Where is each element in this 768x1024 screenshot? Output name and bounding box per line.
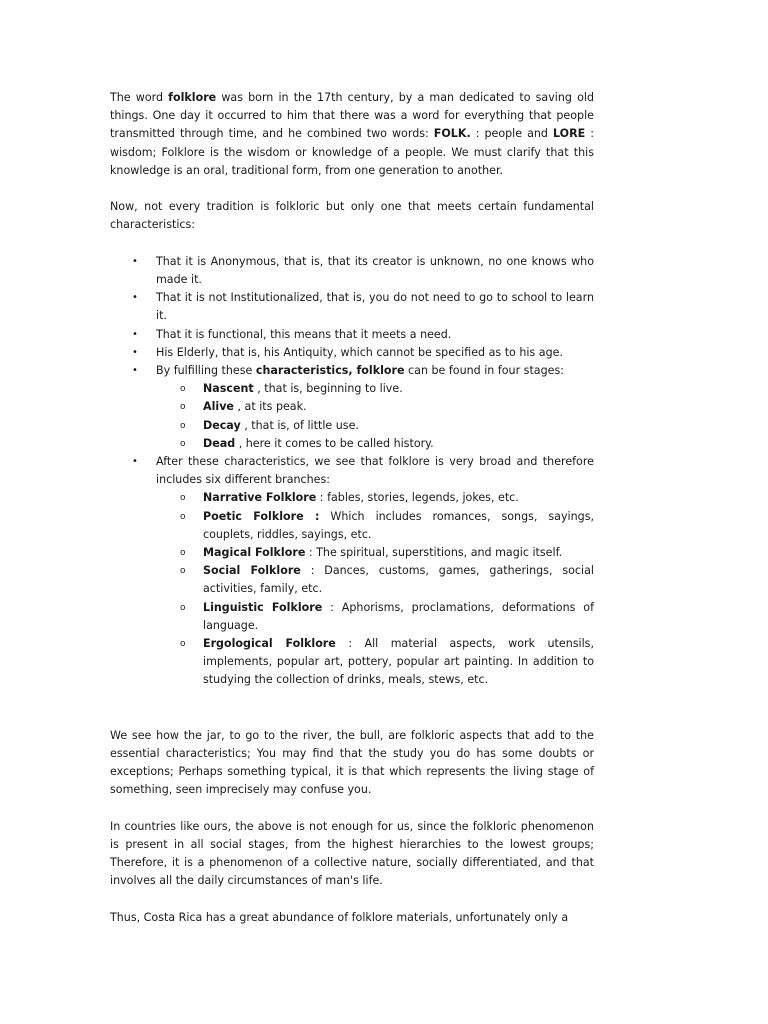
- sub-list-item: [180, 599, 594, 635]
- term-folklore: folklore: [168, 91, 217, 104]
- branch-term: Social Folklore: [203, 564, 301, 578]
- text-run: The word: [110, 91, 169, 104]
- characteristics-intro-paragraph: Now, not every tradition is folkloric but only one that meets certain fundamental characteristics:: [110, 200, 594, 232]
- branch-text: Which includes romances, songs, sayings, couplets, riddles, sayings, etc.: [203, 509, 595, 541]
- stage-term: Nascent: [203, 382, 254, 396]
- text-run: can be found in four stages:: [404, 364, 564, 378]
- bullet-icon: •: [132, 255, 138, 267]
- term-lore: LORE: [553, 127, 586, 141]
- stage-term: Alive: [203, 400, 234, 414]
- text-run: was born in the 17th century, by a man dedicated to saving old things. One day it occurred to him that there was a word for everything that people transmitted through time, and he combined two words:: [110, 91, 594, 141]
- sub-list-item: [180, 508, 595, 544]
- list-item-text: That it is Anonymous, that is, that its creator is unknown, no one knows who made it.: [156, 254, 594, 286]
- list-item-text: That it is functional, this means that it meets a need.: [156, 327, 452, 341]
- term-characteristics-folklore: characteristics, folklore: [255, 364, 405, 378]
- branch-text: : The spiritual, superstitions, and magic itself.: [305, 546, 563, 560]
- circle-bullet-icon: o: [180, 639, 186, 650]
- branch-text: : Aphorisms, proclamations, deformations of language.: [203, 600, 594, 632]
- circle-bullet-icon: o: [180, 438, 186, 449]
- costa-rica-paragraph: Thus, Costa Rica has a great abundance of folklore materials, unfortunately only a: [110, 910, 569, 924]
- circle-bullet-icon: o: [180, 566, 186, 577]
- bullet-icon: •: [132, 292, 138, 304]
- circle-bullet-icon: o: [180, 511, 186, 522]
- bullet-icon: •: [132, 365, 138, 377]
- sub-list-item: [180, 435, 594, 453]
- bullet-icon: •: [132, 328, 138, 340]
- stages-list: [156, 380, 594, 453]
- list-item: [132, 253, 594, 289]
- branch-term: Ergological Folklore: [203, 637, 336, 651]
- list-item-text: His Elderly, that is, his Antiquity, which cannot be specified as to his age.: [156, 345, 563, 359]
- text-run: By fulfilling these: [156, 364, 256, 378]
- stage-text: , at its peak.: [233, 400, 307, 414]
- circle-bullet-icon: o: [180, 384, 186, 395]
- sub-list-item: [180, 562, 594, 598]
- sub-list-item: [180, 489, 594, 507]
- stage-text: , that is, beginning to live.: [253, 382, 403, 396]
- text-run: : people and: [470, 127, 553, 141]
- characteristics-list: [110, 253, 594, 690]
- jar-river-bull-paragraph: We see how the jar, to go to the river, the bull, are folkloric aspects that add to the essential characteristics; You may find that the study you do has some doubts or exceptions; Perhaps something typical, it is that which represents the living stage of something, seen imprecisely may confuse you.: [110, 728, 594, 797]
- stage-term: Dead: [203, 436, 236, 450]
- stage-term: Decay: [203, 418, 241, 432]
- branch-term: Narrative Folklore: [203, 491, 317, 505]
- list-item: [132, 289, 594, 325]
- spacer: [110, 690, 594, 727]
- text-run: : wisdom; Folklore is the wisdom or knowledge of a people. We must clarify that this knowledge is an oral, traditional form, from one generation to another.: [110, 127, 594, 177]
- list-item: [132, 362, 594, 453]
- bullet-icon: •: [132, 346, 138, 358]
- branch-text: : All material aspects, work utensils, implements, popular art, pottery, popular art painting. In addition to studying the collection of drinks, meals, stews, etc.: [203, 637, 594, 687]
- list-item: [132, 344, 594, 362]
- document-page: [110, 89, 594, 927]
- sub-list-item: [180, 544, 594, 562]
- bullet-icon: •: [132, 456, 138, 468]
- branch-text: : fables, stories, legends, jokes, etc.: [316, 491, 519, 505]
- branch-text: : Dances, customs, games, gatherings, social activities, family, etc.: [203, 564, 594, 596]
- sub-list-item: [180, 380, 594, 398]
- term-folk: FOLK.: [433, 127, 471, 141]
- list-item: [132, 453, 595, 690]
- branch-term: Linguistic Folklore: [203, 600, 323, 614]
- circle-bullet-icon: o: [180, 602, 186, 613]
- list-item-text: That it is not Institutionalized, that is, you do not need to go to school to learn it.: [156, 291, 594, 323]
- list-item-text: After these characteristics, we see that folklore is very broad and therefore includes six different branches:: [156, 455, 594, 487]
- circle-bullet-icon: o: [180, 420, 186, 431]
- stage-text: , here it comes to be called history.: [235, 436, 434, 450]
- branch-term: Poetic Folklore :: [203, 509, 320, 523]
- circle-bullet-icon: o: [180, 548, 186, 559]
- intro-paragraph: [110, 89, 594, 180]
- countries-paragraph: In countries like ours, the above is not enough for us, since the folkloric phenomenon is present in all social stages, from the highest hierarchies to the lowest groups; Therefore, it is a phenomenon of a collective nature, socially differentiated, and that involves all the daily circumstances of man's life.: [110, 819, 594, 888]
- sub-list-item: [180, 398, 594, 416]
- sub-list-item: [180, 417, 594, 435]
- stage-text: , that is, of little use.: [240, 418, 359, 432]
- circle-bullet-icon: o: [180, 493, 186, 504]
- branch-term: Magical Folklore: [203, 546, 306, 560]
- branches-list: [156, 489, 594, 689]
- circle-bullet-icon: o: [180, 402, 186, 413]
- list-item: [132, 326, 594, 344]
- sub-list-item: [180, 635, 594, 690]
